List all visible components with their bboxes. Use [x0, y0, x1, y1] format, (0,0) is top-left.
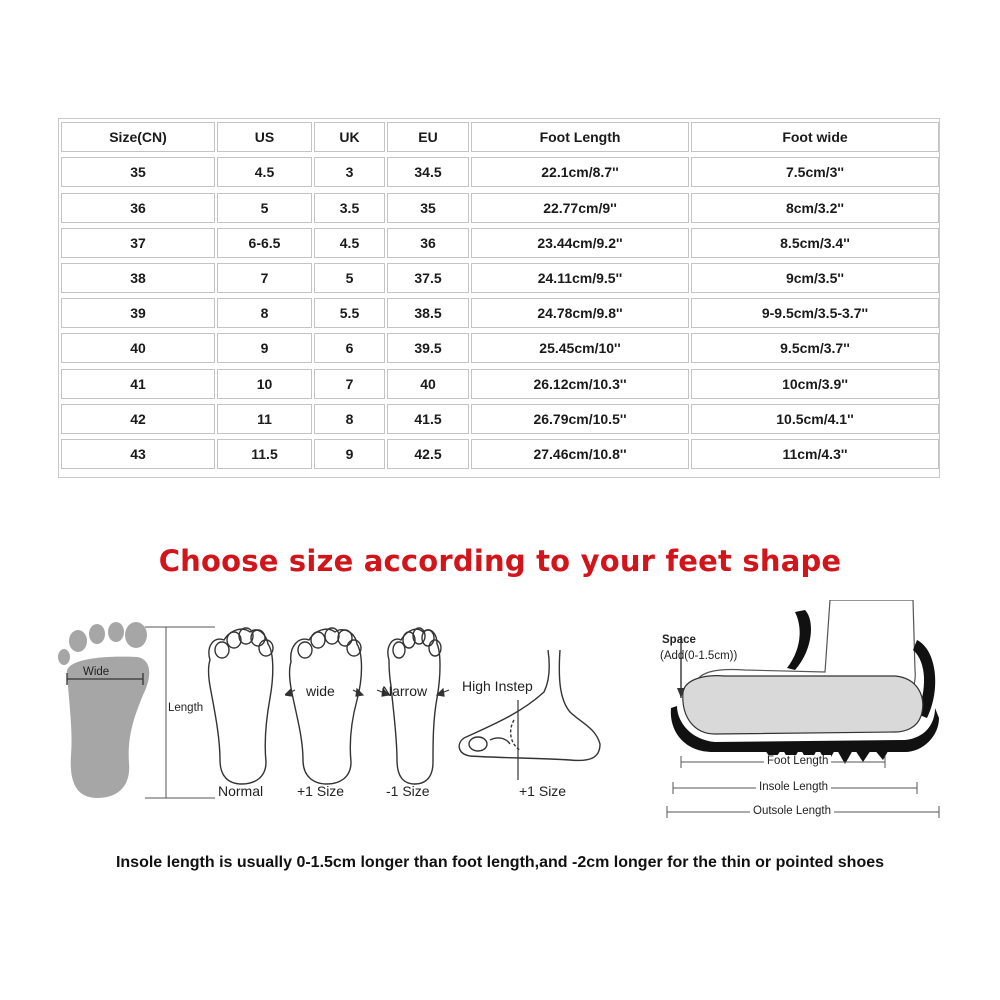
- narrow-foot-icon: [375, 616, 455, 786]
- table-cell: 34.5: [387, 157, 469, 187]
- length-measure-label: Length: [168, 702, 204, 714]
- table-cell: 8: [314, 404, 385, 434]
- table-cell: 39.5: [387, 333, 469, 363]
- table-header-cell: UK: [314, 122, 385, 152]
- table-cell: 10cm/3.9'': [691, 369, 939, 399]
- foot-length-label: Foot Length: [764, 755, 831, 767]
- table-cell: 9: [217, 333, 312, 363]
- space-sub-label: (Add(0-1.5cm)): [660, 650, 738, 662]
- table-cell: 10: [217, 369, 312, 399]
- table-cell: 7.5cm/3'': [691, 157, 939, 187]
- table-cell: 24.11cm/9.5'': [471, 263, 689, 293]
- insole-length-label: Insole Length: [756, 781, 831, 793]
- table-cell: 8cm/3.2'': [691, 193, 939, 223]
- table-cell: 43: [61, 439, 215, 469]
- table-cell: 8: [217, 298, 312, 328]
- table-cell: 22.1cm/8.7'': [471, 157, 689, 187]
- table-cell: 35: [61, 157, 215, 187]
- table-cell: 9cm/3.5'': [691, 263, 939, 293]
- table-cell: 38.5: [387, 298, 469, 328]
- table-cell: 5: [217, 193, 312, 223]
- feet-shape-heading: Choose size according to your feet shape: [158, 544, 842, 578]
- wide-measure-label: Wide: [83, 666, 110, 678]
- wide-foot-label: wide: [306, 683, 335, 699]
- table-header-cell: US: [217, 122, 312, 152]
- table-cell: 24.78cm/9.8'': [471, 298, 689, 328]
- instep-caption: +1 Size: [519, 783, 567, 799]
- table-cell: 7: [217, 263, 312, 293]
- table-cell: 36: [387, 228, 469, 258]
- space-label: Space: [662, 634, 696, 646]
- table-cell: 8.5cm/3.4'': [691, 228, 939, 258]
- table-cell: 26.79cm/10.5'': [471, 404, 689, 434]
- table-cell: 38: [61, 263, 215, 293]
- table-cell: 37: [61, 228, 215, 258]
- table-cell: 25.45cm/10'': [471, 333, 689, 363]
- table-cell: 42: [61, 404, 215, 434]
- table-cell: 11.5: [217, 439, 312, 469]
- narrow-foot-label: Narrow: [382, 683, 428, 699]
- table-cell: 3.5: [314, 193, 385, 223]
- table-cell: 10.5cm/4.1'': [691, 404, 939, 434]
- wide-foot-icon: [285, 616, 365, 786]
- table-cell: 40: [387, 369, 469, 399]
- narrow-caption: -1 Size: [386, 783, 430, 799]
- table-cell: 7: [314, 369, 385, 399]
- table-cell: 11cm/4.3'': [691, 439, 939, 469]
- table-cell: 36: [61, 193, 215, 223]
- table-cell: 41: [61, 369, 215, 399]
- table-cell: 27.46cm/10.8'': [471, 439, 689, 469]
- normal-caption: Normal: [218, 783, 264, 799]
- table-header-cell: Size(CN): [61, 122, 215, 152]
- table-cell: 23.44cm/9.2'': [471, 228, 689, 258]
- shoe-cross-section-icon: [655, 600, 945, 830]
- table-header-cell: Foot wide: [691, 122, 939, 152]
- table-cell: 35: [387, 193, 469, 223]
- table-cell: 4.5: [217, 157, 312, 187]
- table-cell: 39: [61, 298, 215, 328]
- outsole-length-label: Outsole Length: [750, 805, 834, 817]
- table-cell: 9: [314, 439, 385, 469]
- table-cell: 3: [314, 157, 385, 187]
- table-cell: 37.5: [387, 263, 469, 293]
- table-cell: 9-9.5cm/3.5-3.7'': [691, 298, 939, 328]
- table-cell: 5.5: [314, 298, 385, 328]
- table-cell: 6: [314, 333, 385, 363]
- high-instep-foot-icon: [450, 640, 610, 780]
- high-instep-label: High Instep: [462, 678, 533, 694]
- wide-caption: +1 Size: [297, 783, 345, 799]
- table-header-cell: Foot Length: [471, 122, 689, 152]
- table-cell: 42.5: [387, 439, 469, 469]
- table-cell: 5: [314, 263, 385, 293]
- table-cell: 41.5: [387, 404, 469, 434]
- table-cell: 11: [217, 404, 312, 434]
- table-cell: 4.5: [314, 228, 385, 258]
- normal-foot-icon: [200, 616, 280, 786]
- table-cell: 40: [61, 333, 215, 363]
- insole-length-note: Insole length is usually 0-1.5cm longer than foot length,and -2cm longer for the thin or pointed shoes: [115, 854, 885, 871]
- table-cell: 26.12cm/10.3'': [471, 369, 689, 399]
- table-header-cell: EU: [387, 122, 469, 152]
- size-chart-table: [58, 118, 940, 478]
- table-cell: 9.5cm/3.7'': [691, 333, 939, 363]
- table-cell: 6-6.5: [217, 228, 312, 258]
- table-cell: 22.77cm/9'': [471, 193, 689, 223]
